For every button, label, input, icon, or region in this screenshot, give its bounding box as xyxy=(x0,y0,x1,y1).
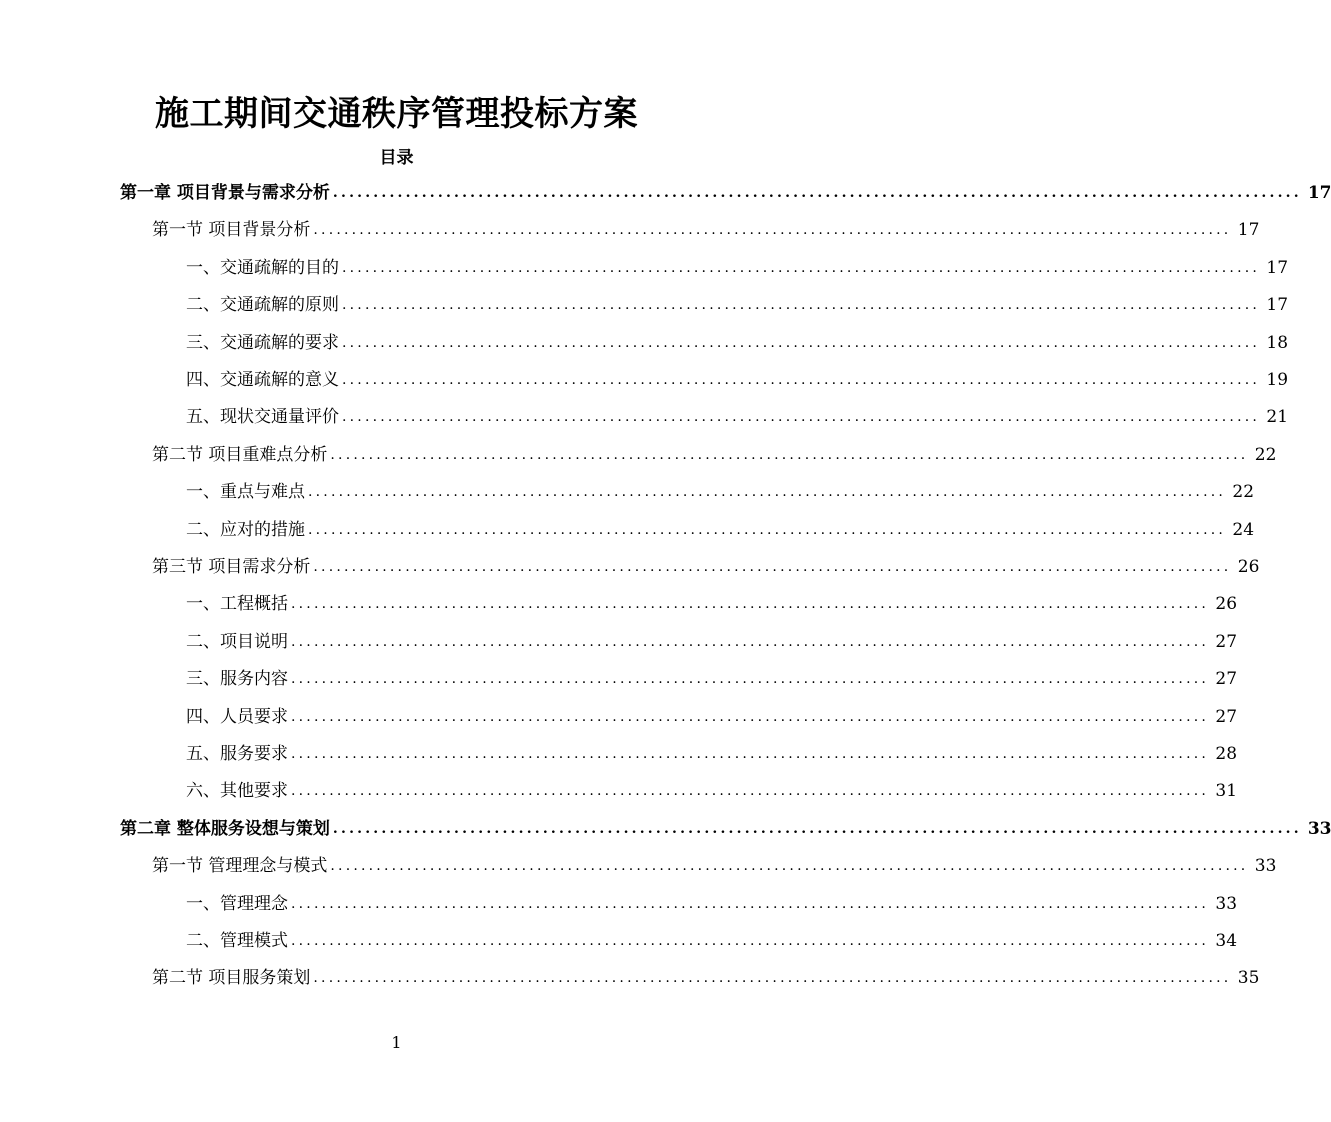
toc-entry-page: 28 xyxy=(1215,744,1238,764)
toc-entry[interactable] xyxy=(152,960,1260,997)
toc-entry-label: 第二章 整体服务设想与策划 xyxy=(120,819,330,839)
toc-entry-label: 一、交通疏解的目的 xyxy=(186,258,339,278)
toc-entry-page: 17 xyxy=(1266,295,1289,315)
toc-entry-page: 31 xyxy=(1215,781,1238,801)
toc-dot-leader: ........................................................................................................................ xyxy=(342,409,1261,425)
toc-entry-label: 四、交通疏解的意义 xyxy=(186,370,339,390)
toc-dot-leader: ........................................................................................................................ xyxy=(291,709,1210,725)
toc-entry-label: 四、人员要求 xyxy=(186,707,288,727)
toc-entry[interactable] xyxy=(152,848,1277,885)
toc-entry-page: 27 xyxy=(1215,707,1238,727)
toc-entry-page: 19 xyxy=(1266,370,1289,390)
toc-entry[interactable] xyxy=(186,923,1238,960)
toc-entry-page: 35 xyxy=(1237,968,1260,988)
toc-entry[interactable] xyxy=(186,474,1255,511)
toc-entry-page: 22 xyxy=(1254,445,1277,465)
toc-entry[interactable] xyxy=(186,886,1238,923)
toc-dot-leader: ........................................................................................................................ xyxy=(291,896,1210,912)
toc-entry[interactable] xyxy=(186,399,1289,436)
toc-heading: 目录 xyxy=(379,148,414,168)
toc-entry-page: 22 xyxy=(1232,482,1255,502)
toc-entry[interactable] xyxy=(186,624,1238,661)
toc-entry[interactable] xyxy=(186,661,1238,698)
toc-entry-label: 第二节 项目重难点分析 xyxy=(152,445,328,465)
toc-entry-label: 一、管理理念 xyxy=(186,894,288,914)
toc-entry[interactable] xyxy=(186,512,1255,549)
toc-entry-label: 第一章 项目背景与需求分析 xyxy=(120,183,330,203)
toc-entry[interactable] xyxy=(186,699,1238,736)
toc-entry-label: 第三节 项目需求分析 xyxy=(152,557,311,577)
toc-dot-leader: ........................................................................................................................ xyxy=(308,484,1227,500)
toc-entry-label: 第一节 项目背景分析 xyxy=(152,220,311,240)
toc-dot-leader: ........................................................................................................................ xyxy=(291,596,1210,612)
toc-entry[interactable] xyxy=(152,437,1277,474)
toc-entry-label: 第一节 管理理念与模式 xyxy=(152,856,328,876)
toc-entry[interactable] xyxy=(186,773,1238,810)
toc-dot-leader: ........................................................................................................................ xyxy=(342,335,1261,351)
toc-entry-page: 21 xyxy=(1266,407,1289,427)
toc-entry-label: 一、工程概括 xyxy=(186,594,288,614)
toc-entry-label: 六、其他要求 xyxy=(186,781,288,801)
toc-dot-leader: ........................................................................................................................ xyxy=(342,297,1261,313)
toc-dot-leader: ........................................................................................................................ xyxy=(313,559,1232,575)
toc-entry-label: 二、交通疏解的原则 xyxy=(186,295,339,315)
toc-dot-leader: ........................................................................................................................ xyxy=(291,671,1210,687)
toc-entry-page: 26 xyxy=(1237,557,1260,577)
toc-dot-leader: ........................................................................................................................ xyxy=(291,634,1210,650)
toc-entry-page: 33 xyxy=(1307,819,1331,839)
toc-entry-page: 18 xyxy=(1266,333,1289,353)
toc-entry-page: 17 xyxy=(1266,258,1289,278)
toc-entry[interactable] xyxy=(186,362,1289,399)
toc-entry-label: 三、交通疏解的要求 xyxy=(186,333,339,353)
toc-entry[interactable] xyxy=(186,586,1238,623)
toc-entry[interactable] xyxy=(186,736,1238,773)
toc-entry-label: 一、重点与难点 xyxy=(186,482,305,502)
toc-dot-leader: ........................................................................................................................ xyxy=(332,821,1302,837)
toc-dot-leader: ........................................................................................................................ xyxy=(330,858,1249,874)
toc-dot-leader: ........................................................................................................................ xyxy=(342,372,1261,388)
toc-entry-page: 33 xyxy=(1215,894,1238,914)
toc-entry-label: 第二节 项目服务策划 xyxy=(152,968,311,988)
toc-entry-page: 33 xyxy=(1254,856,1277,876)
toc-dot-leader: ........................................................................................................................ xyxy=(332,185,1302,201)
toc-entry-page: 27 xyxy=(1215,669,1238,689)
toc-entry[interactable] xyxy=(186,325,1289,362)
toc-dot-leader: ........................................................................................................................ xyxy=(291,746,1210,762)
toc-dot-leader: ........................................................................................................................ xyxy=(330,447,1249,463)
toc-dot-leader: ........................................................................................................................ xyxy=(313,970,1232,986)
document-title: 施工期间交通秩序管理投标方案 xyxy=(155,94,638,134)
toc-entry-page: 17 xyxy=(1307,183,1331,203)
toc-dot-leader: ........................................................................................................................ xyxy=(291,933,1210,949)
toc-entry-label: 二、应对的措施 xyxy=(186,520,305,540)
toc-entry[interactable] xyxy=(120,811,1331,848)
toc-dot-leader: ........................................................................................................................ xyxy=(308,522,1227,538)
page-number: 1 xyxy=(391,1033,402,1052)
toc-entry-page: 27 xyxy=(1215,632,1238,652)
toc-entry[interactable] xyxy=(152,549,1260,586)
toc-entry-page: 34 xyxy=(1215,931,1238,951)
toc-entry-page: 26 xyxy=(1215,594,1238,614)
toc-entry[interactable] xyxy=(120,175,1331,212)
toc-entry[interactable] xyxy=(186,250,1289,287)
toc-dot-leader: ........................................................................................................................ xyxy=(342,260,1261,276)
toc-dot-leader: ........................................................................................................................ xyxy=(291,783,1210,799)
toc-entry-label: 二、管理模式 xyxy=(186,931,288,951)
toc-entry-page: 24 xyxy=(1232,520,1255,540)
toc-entry-label: 五、现状交通量评价 xyxy=(186,407,339,427)
toc-entry-label: 五、服务要求 xyxy=(186,744,288,764)
toc-entry-page: 17 xyxy=(1237,220,1260,240)
toc-entry-label: 三、服务内容 xyxy=(186,669,288,689)
toc-entry[interactable] xyxy=(186,287,1289,324)
toc-entry[interactable] xyxy=(152,212,1260,249)
toc-entry-label: 二、项目说明 xyxy=(186,632,288,652)
toc-dot-leader: ........................................................................................................................ xyxy=(313,222,1232,238)
